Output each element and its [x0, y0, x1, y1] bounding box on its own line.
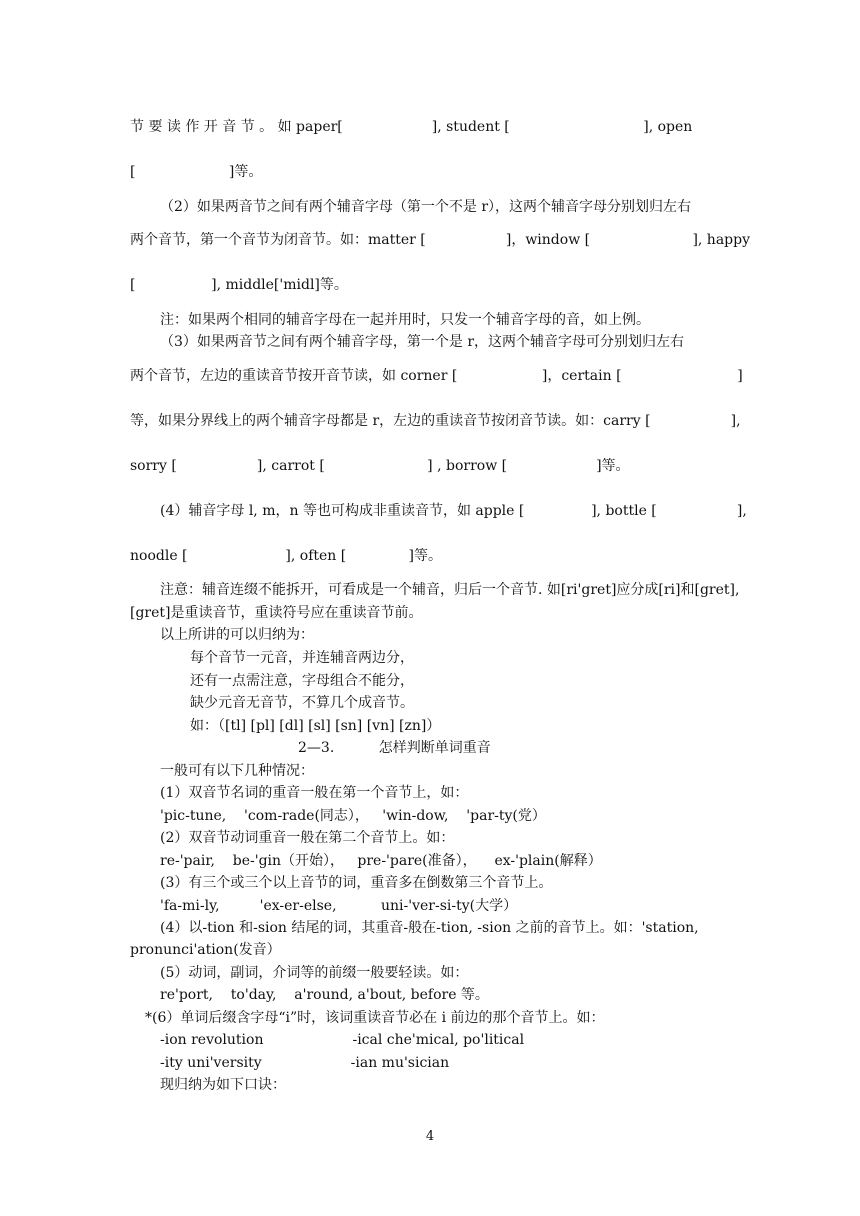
text-line-14: [gret]是重读音节，重读符号应在重读音节前。: [130, 605, 423, 621]
text-line-2: [ ]等。: [130, 164, 263, 180]
rule-3: (3）有三个或三个以上音节的词，重音多在倒数第三个音节上。: [160, 875, 553, 891]
suffix-line-2: -ity uni'versity -ian mu'sician: [160, 1055, 450, 1071]
text-line-21: 一般可有以下几种情况：: [160, 763, 314, 779]
suffix-line-1: -ion revolution -ical che'mical, po'litical: [160, 1032, 525, 1048]
rule-4-cont: pronunci'ation(发音）: [130, 942, 281, 958]
rule-1-examples: 'pic-tune, 'com-rade(同志）， 'win-dow, 'par-ty(党）: [160, 808, 546, 824]
rule-3-examples: 'fa-mi-ly, 'ex-er-else, uni-'ver-si-ty(大学）: [160, 898, 518, 914]
rule-4: (4）以-tion 和-sion 结尾的词，其重音-般在-tion, -sion 之前的音节上。如：'station,: [160, 920, 699, 936]
rhyme-line-2: 还有一点需注意，字母组合不能分，: [190, 673, 414, 689]
text-line-10: sorry [ ], carrot [ ] , borrow [ ]等。: [130, 458, 630, 474]
text-line-4: 两个音节，第一个音节为闭音节。如：matter [ ]，window [ ], happy: [130, 232, 751, 248]
text-line-8: 两个音节，左边的重读音节按开音节读，如 corner [ ]，certain [ ]: [130, 368, 743, 384]
rule-5-examples: re'port, to'day, a'round, a'bout, before 等。: [160, 987, 489, 1003]
note-line: 注：如果两个相同的辅音字母在一起并用时，只发一个辅音字母的音，如上例。: [160, 312, 650, 328]
text-line-1: 节 要 读 作 开 音 节 。 如 paper[ ], student [ ], open: [130, 119, 693, 135]
text-line-12: noodle [ ], often [ ]等。: [130, 548, 442, 564]
text-line-9: 等，如果分界线上的两个辅音字母都是 r，左边的重读音节按闭音节读。如：carry [ ],: [130, 413, 741, 429]
rule-6: *(6）单词后缀含字母“i”时，该词重读音节必在 i 前边的那个音节上。如：: [145, 1010, 605, 1026]
rule-5: (5）动词，副词，介词等的前缀一般要轻读。如：: [160, 965, 469, 981]
rhyme-line-3: 缺少元音无音节，不算几个成音节。: [190, 695, 414, 711]
text-line-7: （3）如果两音节之间有两个辅音字母，第一个是 r，这两个辅音字母可分别划归左右: [160, 334, 685, 350]
rule-1: (1）双音节名词的重音一般在第一个音节上，如：: [160, 785, 469, 801]
mnemonic-intro: 现归纳为如下口诀：: [160, 1077, 286, 1093]
rule-2-examples: re-'pair, be-'gin（开始）， pre-'pare(准备）， ex-'plain(解释）: [160, 853, 602, 869]
page-number: 4: [425, 1129, 435, 1144]
text-line-5: [ ], middle['midl]等。: [130, 277, 348, 293]
text-line-11: (4）辅音字母 l, m，n 等也可构成非重读音节，如 apple [ ], bottle [ ],: [160, 503, 747, 519]
text-line-13: 注意：辅音连缀不能拆开，可看成是一个辅音，归后一个音节. 如[ri'gret]应分成[ri]和[gret],: [160, 582, 740, 598]
section-heading: 2—3. 怎样判断单词重音: [298, 740, 491, 756]
rule-2: (2）双音节动词重音一般在第二个音节上。如：: [160, 830, 455, 846]
rhyme-line-1: 每个音节一元音，并连辅音两边分，: [190, 650, 414, 666]
summary-intro: 以上所讲的可以归纳为：: [160, 627, 314, 643]
text-line-3: （2）如果两音节之间有两个辅音字母（第一个不是 r），这两个辅音字母分别划归左右: [160, 199, 692, 215]
rhyme-example: 如：（[tl] [pl] [dl] [sl] [sn] [vn] [zn]）: [190, 718, 441, 734]
